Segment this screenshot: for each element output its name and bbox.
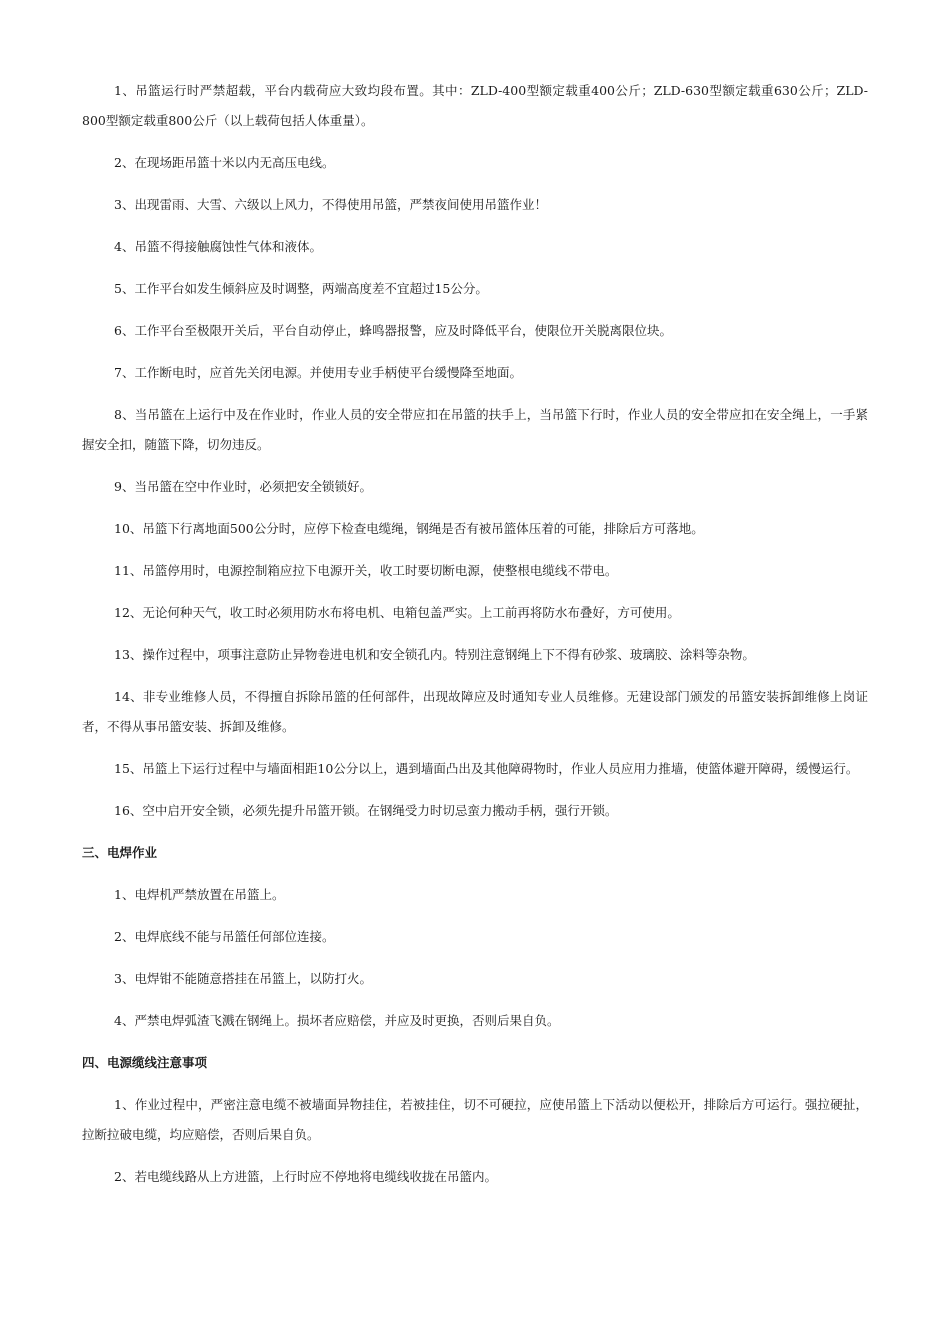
rule-paragraph: 4、吊篮不得接触腐蚀性气体和液体。 (114, 239, 322, 254)
rule-paragraph: 1、吊篮运行时严禁超载，平台内载荷应大致均段布置。其中：ZLD-400型额定载重400公斤；ZLD-630型额定载重630公斤；ZLD-800型额定载重800公斤（以上载荷包括人体重量）。 (82, 83, 868, 128)
rule-paragraph: 14、非专业维修人员，不得擅自拆除吊篮的任何部件，出现故障应及时通知专业人员维修。无建设部门颁发的吊篮安装拆卸维修上岗证者，不得从事吊篮安装、拆卸及维修。 (82, 689, 868, 734)
rule-paragraph: 15、吊篮上下运行过程中与墙面相距10公分以上，遇到墙面凸出及其他障碍物时，作业人员应用力推墙，使篮体避开障碍，缓慢运行。 (114, 761, 859, 776)
rule-paragraph: 2、若电缆线路从上方进篮，上行时应不停地将电缆线收拢在吊篮内。 (114, 1169, 497, 1184)
section-welding (82, 838, 868, 1036)
rule-paragraph: 1、作业过程中，严密注意电缆不被墙面异物挂住，若被挂住，切不可硬拉，应使吊篮上下活动以便松开，排除后方可运行。强拉硬扯，拉断拉破电缆，均应赔偿，否则后果自负。 (82, 1097, 868, 1142)
rule-paragraph: 4、严禁电焊弧渣飞溅在钢绳上。损坏者应赔偿，并应及时更换，否则后果自负。 (114, 1013, 560, 1028)
rule-paragraph: 8、当吊篮在上运行中及在作业时，作业人员的安全带应扣在吊篮的扶手上，当吊篮下行时，作业人员的安全带应扣在安全绳上，一手紧握安全扣，随篮下降，切勿违反。 (82, 407, 868, 452)
rule-paragraph: 6、工作平台至极限开关后，平台自动停止，蜂鸣器报警，应及时降低平台，使限位开关脱离限位块。 (114, 323, 672, 338)
document-page (82, 76, 868, 1204)
rule-paragraph: 5、工作平台如发生倾斜应及时调整，两端高度差不宜超过15公分。 (114, 281, 488, 296)
rule-paragraph: 3、出现雷雨、大雪、六级以上风力，不得使用吊篮，严禁夜间使用吊篮作业！ (114, 197, 547, 212)
rule-paragraph: 9、当吊篮在空中作业时，必须把安全锁锁好。 (114, 479, 372, 494)
rule-paragraph: 13、操作过程中，项事注意防止异物卷进电机和安全锁孔内。特别注意钢绳上下不得有砂浆、玻璃胶、涂料等杂物。 (114, 647, 755, 662)
rule-paragraph: 1、电焊机严禁放置在吊篮上。 (114, 887, 285, 902)
section-heading: 四、电源缆线注意事项 (82, 1055, 208, 1070)
rule-paragraph: 7、工作断电时，应首先关闭电源。并使用专业手柄使平台缓慢降至地面。 (114, 365, 522, 380)
rule-paragraph: 3、电焊钳不能随意搭挂在吊篮上，以防打火。 (114, 971, 372, 986)
section-heading: 三、电焊作业 (82, 845, 158, 860)
rule-paragraph: 12、无论何种天气，收工时必须用防水布将电机、电箱包盖严实。上工前再将防水布叠好，方可使用。 (114, 605, 680, 620)
rule-paragraph: 2、在现场距吊篮十米以内无高压电线。 (114, 155, 335, 170)
rule-paragraph: 10、吊篮下行离地面500公分时，应停下检查电缆绳，钢绳是否有被吊篮体压着的可能，排除后方可落地。 (114, 521, 704, 536)
section-safety-rules (82, 76, 868, 826)
section-power-cable (82, 1048, 868, 1192)
rule-paragraph: 2、电焊底线不能与吊篮任何部位连接。 (114, 929, 335, 944)
rule-paragraph: 16、空中启开安全锁，必须先提升吊篮开锁。在钢绳受力时切忌蛮力搬动手柄，强行开锁。 (114, 803, 618, 818)
rule-paragraph: 11、吊篮停用时，电源控制箱应拉下电源开关，收工时要切断电源，使整根电缆线不带电。 (114, 563, 618, 578)
